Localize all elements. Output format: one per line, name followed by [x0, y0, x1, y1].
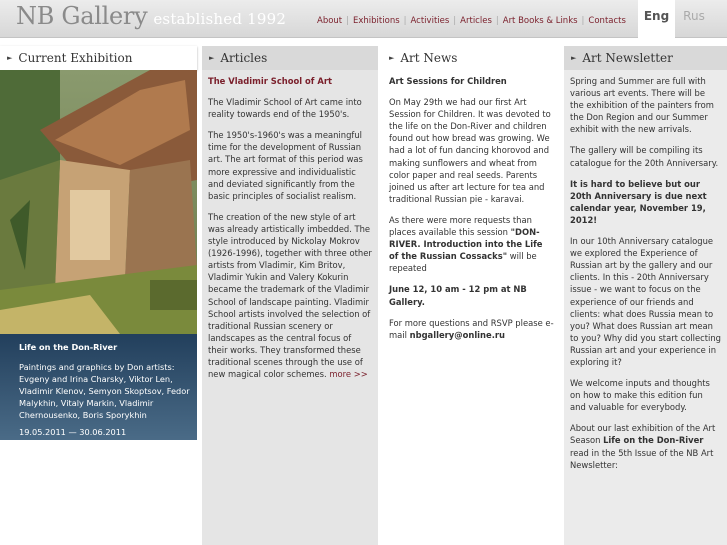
news-paragraph: [389, 317, 554, 341]
arrow-right-icon: ►: [571, 54, 577, 62]
arrow-right-icon: ►: [389, 54, 395, 62]
news-date: [389, 283, 554, 307]
exhibition-caption[interactable]: [0, 334, 197, 440]
newsletter-paragraph: [570, 422, 721, 470]
art-news-heading: [382, 46, 560, 70]
nav-activities[interactable]: Activities: [410, 16, 450, 26]
art-newsletter-heading-text: Art Newsletter: [582, 51, 673, 65]
news-session-name: "DON-RIVER. Introduction into the Life of the Russian Cossacks": [389, 227, 543, 262]
current-exhibition-heading: [0, 46, 197, 70]
exhibition-dates: 19.05.2011 — 30.06.2011: [19, 427, 127, 438]
articles-column: [202, 46, 378, 545]
header: [0, 0, 727, 38]
lang-eng-tab[interactable]: Eng: [638, 0, 675, 38]
news-paragraph: [389, 214, 554, 274]
news-text: will be repeated: [389, 251, 537, 274]
news-text: For more questions and RSVP please e-mail: [389, 317, 554, 340]
art-newsletter-column: [564, 46, 727, 545]
news-paragraph: On May 29th we had our first Art Session for Children. It was devoted to the life on the Don-River and children found out how bread was growing. We had a lot of fun dancing khorovod and making sunflowers and wheat from color paper and real seeds. Parents joined us after art lecture for tea and traditional Russian pie - karavai.: [389, 97, 551, 204]
newsletter-exhibition-name: Life on the Don-River: [603, 435, 704, 446]
newsletter-paragraph: [570, 178, 721, 226]
more-link[interactable]: more >>: [329, 369, 368, 380]
newsletter-paragraph: In our 10th Anniversary catalogue we explored the Experience of Russian art by the gallery and our clients. In this - 20th Anniversary issue - we want to focus on the experience of our friends and clients: what does Russia mean to you? What does Russian art mean to you? Why did you start collecting Russian art and your experience in exploring it?: [570, 236, 721, 367]
art-news-heading-text: Art News: [400, 51, 458, 65]
news-date-text: June 12, 10 am - 12 pm at NB Gallery.: [389, 284, 527, 307]
painting-image: [0, 70, 197, 334]
newsletter-highlight: It is hard to believe but our 20th Anniversary is due next calendar year, November 19, 2012!: [570, 178, 707, 225]
main-nav: About | Exhibitions | Activities | Articles | Art Books & Links | Contacts: [317, 16, 626, 26]
newsletter-paragraph: We welcome inputs and thoughts on how to make this edition fun and valuable for everybody.: [570, 378, 710, 413]
current-exhibition-heading-text: Current Exhibition: [18, 51, 133, 65]
logo-text: NB Gallery: [16, 2, 148, 30]
newsletter-paragraph: The gallery will be compiling its catalogue for the 20th Anniversary.: [570, 145, 719, 168]
lang-rus-tab[interactable]: Rus: [683, 9, 705, 23]
nav-exhibitions[interactable]: Exhibitions: [353, 16, 400, 26]
newsletter-paragraph: Spring and Summer are full with various art events. There will be the exhibition of the painters from the Don Region and our Summer exhibit with the new arrivals.: [570, 76, 714, 135]
news-text: As there were more requests than places available this session: [389, 214, 532, 238]
arrow-right-icon: ►: [7, 54, 13, 62]
articles-heading-text: Articles: [220, 51, 268, 65]
arrow-right-icon: ►: [209, 54, 215, 62]
articles-heading: [202, 46, 378, 70]
article-paragraph: The Vladimir School of Art came into reality towards end of the 1950's.: [208, 97, 362, 120]
article-paragraph: [208, 211, 372, 380]
article-paragraph-text: The creation of the new style of art was already artistically imbedded. The style introduced by Nickolay Mokrov (1926-1996), together with three other artists from Vladimir, Kim Britov, Vladimir Yukin and Valery Kokurin became the trademark of the Vladimir School of landscape painting. Vladimir School artists involved the selection of traditional Russian scenery or landscapes as the central focus of their works. They transformed these traditional scenes through the use of new magical color schemes.: [208, 211, 372, 380]
news-title-text: Art Sessions for Children: [389, 76, 507, 86]
nav-articles[interactable]: Articles: [460, 16, 492, 26]
nav-contacts[interactable]: Contacts: [588, 16, 626, 26]
newsletter-text: read in the 5th Issue of the NB Art Newsletter:: [570, 447, 714, 470]
nav-art-books-links[interactable]: Art Books & Links: [502, 16, 578, 26]
logo[interactable]: [16, 2, 286, 30]
nav-about[interactable]: About: [317, 16, 343, 26]
newsletter-text: About our last exhibition of the Art Season: [570, 423, 716, 446]
art-newsletter-heading: [564, 46, 727, 70]
article-paragraph: The 1950's-1960's was a meaningful time for the development of Russian art. The art format of this period was more expressive and individualistic and deviated significantly from the basic principles of socialist realism.: [208, 130, 363, 201]
art-news-column: [382, 46, 560, 545]
email-link[interactable]: nbgallery@online.ru: [409, 329, 505, 340]
exhibition-title: Life on the Don-River: [19, 342, 118, 352]
exhibition-description: Paintings and graphics by Don artists: Evgeny and Irina Charsky, Viktor Len, Vladimir Klenov, Semyon Skoptsov, Fedor Malykhin, Vitaly Markin, Vladimir Chernousenko, Boris Sporykhin: [19, 361, 190, 420]
logo-tagline: established 1992: [153, 10, 287, 28]
exhibition-painting[interactable]: [0, 70, 197, 334]
news-title: [389, 75, 554, 87]
article-title[interactable]: The Vladimir School of Art: [208, 76, 332, 86]
